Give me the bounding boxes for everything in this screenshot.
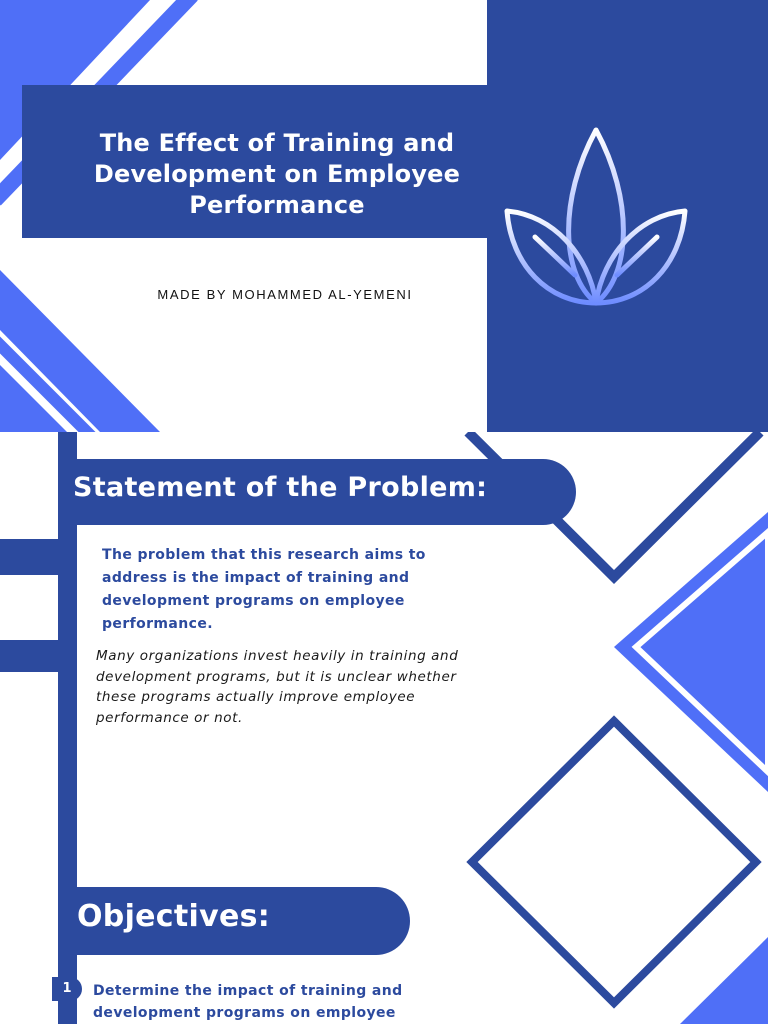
author-subtitle: MADE BY MOHAMMED AL-YEMENI: [157, 287, 413, 302]
objective-number-badge: 1: [52, 977, 82, 1001]
title-slide: [0, 0, 768, 432]
objectives-heading: Objectives:: [77, 899, 271, 934]
objective-item-text: Determine the impact of training and development programs on employee: [93, 983, 403, 1021]
problem-detail-text: Many organizations invest heavily in training and development programs, but it is unclear whether these programs actually improve employee performance or not.: [96, 648, 459, 726]
presentation-title: The Effect of Training and Development on Employee Performance: [93, 129, 461, 219]
problem-heading: Statement of the Problem:: [73, 472, 488, 503]
problem-statement: The problem that this research aims to address is the impact of training and development programs on employee performance.: [102, 547, 426, 632]
leaf-sprout-icon: [503, 125, 689, 307]
problem-slide: [0, 432, 768, 1024]
